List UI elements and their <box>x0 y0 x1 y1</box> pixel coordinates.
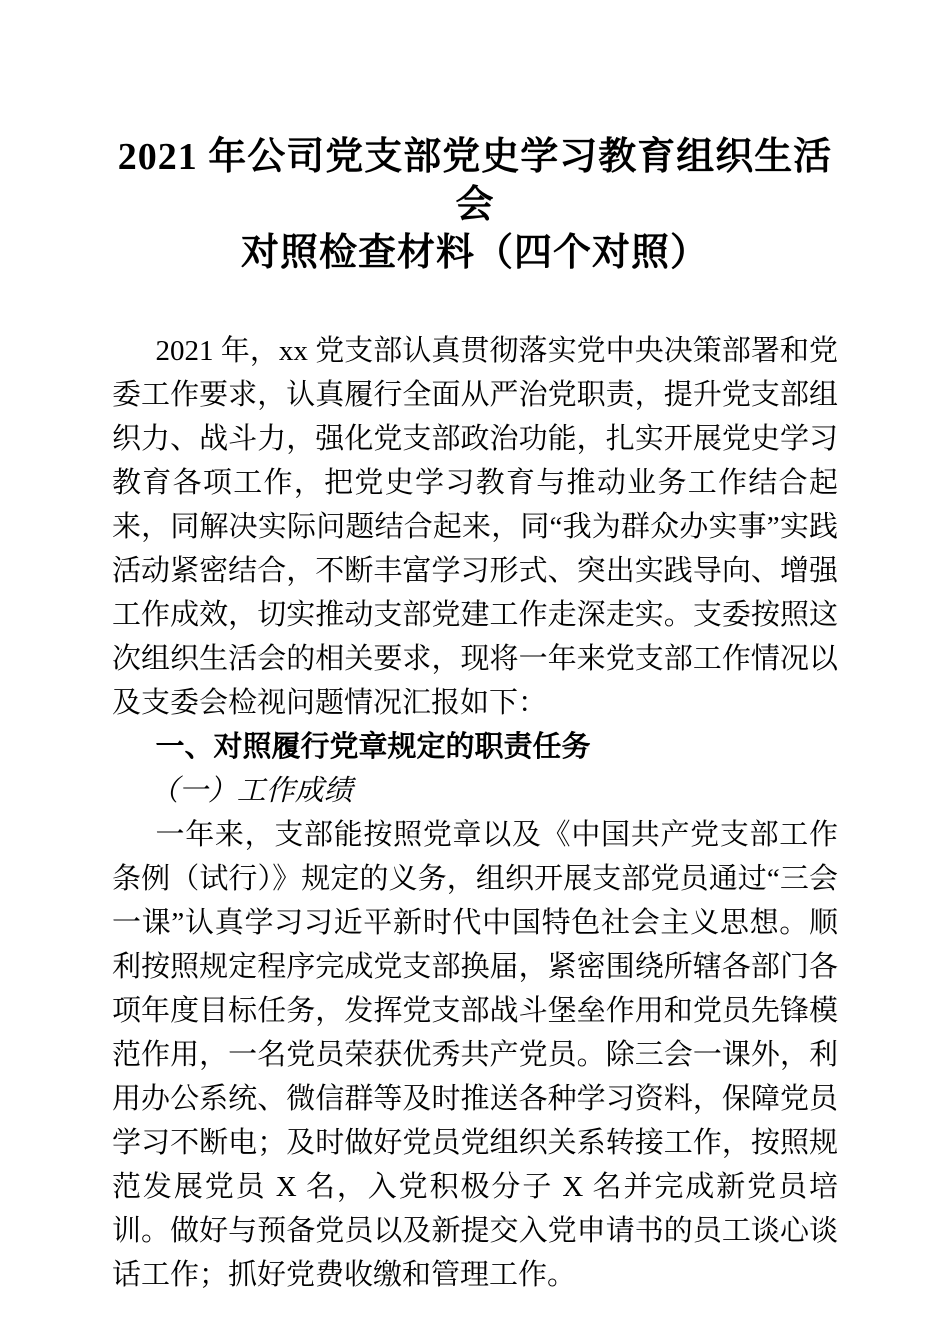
document-title-line-2: 对照检查材料（四个对照） <box>240 232 709 274</box>
document-title-line-1: 2021 年公司党支部党史学习教育组织生活会 <box>117 136 833 226</box>
paragraph-work-achievements: 一年来，支部能按照党章以及《中国共产党支部工作条例（试行）》规定的义务，组织开展支部党员通过“三会一课”认真学习习近平新时代中国特色社会主义思想。顺利按照规定程序完成党支部换届，紧密围绕所辖各部门各项年度目标任务，发挥党支部战斗堡垒作用和党员先锋模范作用，一名党员荣获优秀共产党员。除三会一课外，利用办公系统、微信群等及时推送各种学习资料，保障党员学习不断电；及时做好党员党组织关系转接工作，按照规范发展党员 X 名，入党积极分子 X 名并完成新党员培训。做好与预备党员以及新提交入党申请书的员工谈心谈话工作；抓好党费收缴和管理工作。 <box>112 819 838 1291</box>
paragraph-intro: 2021 年，xx 党支部认真贯彻落实党中央决策部署和党委工作要求，认真履行全面从严治党职责，提升党支部组织力、战斗力，强化党支部政治功能，扎实开展党史学习教育各项工作，把党史学习教育与推动业务工作结合起来，同解决实际问题结合起来，同“我为群众办实事”实践活动紧密结合，不断丰富学习形式、突出实践导向、增强工作成效，切实推动支部党建工作走深走实。支委按照这次组织生活会的相关要求，现将一年来党支部工作情况以及支委会检视问题情况汇报如下： <box>112 335 838 719</box>
section-heading-duty-tasks: 一、对照履行党章规定的职责任务 <box>155 731 591 763</box>
subsection-heading-work-achievements: （一）工作成绩 <box>149 775 353 807</box>
document-title <box>112 133 838 277</box>
